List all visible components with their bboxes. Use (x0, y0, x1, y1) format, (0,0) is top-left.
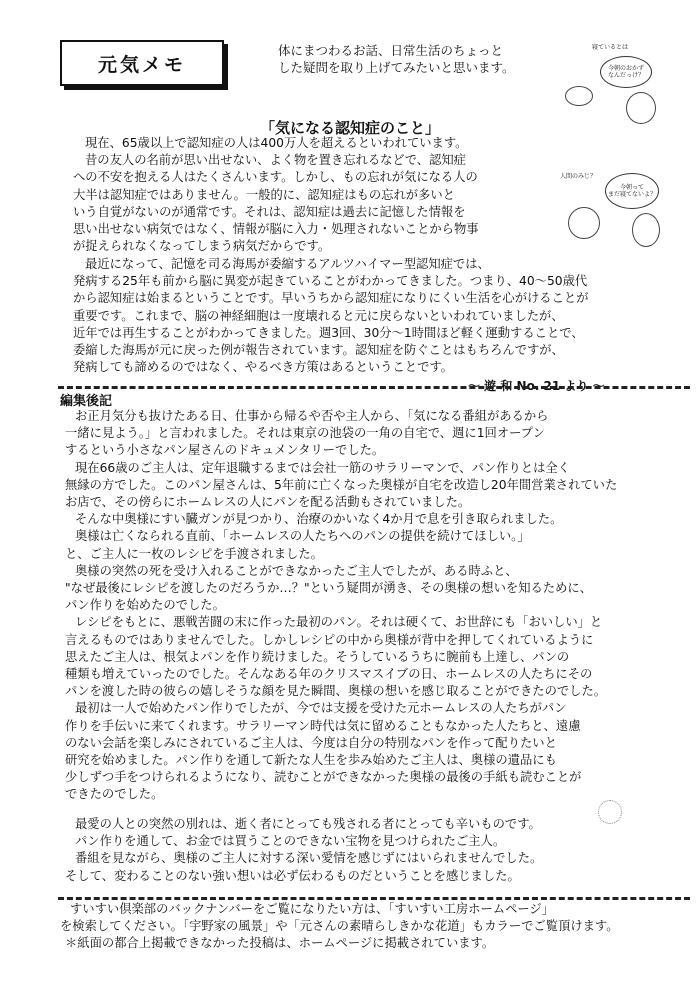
article-line: への不安を抱える人はたくさんいます。しかし、もの忘れが気になる人の (73, 170, 478, 185)
postscript-line: 現在66歳のご主人は、定年退職するまでは会社一筋のサラリーマンで、パン作りとは全く (75, 460, 570, 475)
postscript-line: 奥様は亡くなられる直前、「ホームレスの人たちへのパンの提供を続けてほしい。」 (75, 529, 530, 544)
thought-bubble: 今朝って まだ寝てないよ？ (605, 173, 659, 209)
illustration-forgetful-person (560, 40, 670, 128)
postscript-line: と、ご主人に一枚のレシピを手渡されました。 (65, 546, 323, 561)
article-source: ～ 遊 和 No. 21 より ～ (468, 379, 605, 393)
article-line: 重要です。これまで、脳の神経細胞は一度壊れると元に戻らないといわれていましたが、 (73, 308, 564, 323)
postscript-line: 奥様の突然の死を受け入れることができなかったご主人でしたが、ある時ふと、 (75, 563, 518, 578)
article-line: 近年では再生することがわかってきました。週3回、30分～1時間ほど軽く運動することで、 (73, 325, 584, 340)
footer-divider (58, 897, 690, 900)
closing-line: そして、変わることのない強い想いは必ず伝わるものだということを感じました。 (65, 868, 520, 883)
closing-line: パン作りを通して、お金では買うことのできない宝物を見つけられたご主人。 (75, 834, 506, 849)
postscript-line: お正月気分も抜けたある日、仕事から帰るや否や主人から、「気になる番組があるから (75, 409, 549, 423)
article-line: 昔の友人の名前が思い出せない、よく物を置き忘れるなどで、認知症 (85, 153, 466, 168)
person-face-icon (626, 92, 656, 124)
postscript-line: 種類も増えていったのでした。そんなある年のクリスマスイブの日、ホームレスの人たちにその (65, 667, 593, 682)
thought-bubble: 今朝のおかず なんだっけ？ (600, 56, 652, 88)
person-face-icon (632, 213, 660, 247)
article-line: 発病する25年も前から脳に異変が起きていることがわかってきました。つまり、40～50歳代 (73, 274, 588, 289)
closing-line: 番組を見ながら、奥様のご主人に対する深い愛情を感じずにはいられませんでした。 (75, 851, 543, 866)
postscript-line: お店で、その傍らにホームレスの人にパンを配る活動もされていました。 (65, 495, 471, 510)
memo-title: 元気メモ (97, 53, 186, 76)
article-body-top (73, 135, 479, 255)
postscript-line: するという小さなパン屋さんのドキュメンタリーでした。 (65, 443, 385, 458)
footer-line: を検索してください。「宇野家の風景」や「元さんの素晴らしきかな花道」もカラーでご覧頂けます。 (60, 919, 619, 933)
article-line: 最近になって、記憶を司る海馬が委縮するアルツハイマー型認知症では、 (85, 257, 490, 271)
article-body-bottom (73, 256, 589, 376)
postscript-heading: 編集後記 (60, 394, 113, 409)
postscript-line: 少しずつ手をつけられるようになり、読むことができなかった奥様の最後の手紙も読むことが (65, 770, 582, 785)
footer-line: すいすい倶楽部のバックナンバーをご覧になりたい方は、「すいすい工房ホームページ」 (70, 902, 555, 916)
postscript-line: パンを渡した時の彼らの嬉しそうな顔を見た瞬間、奥様の想いを感じ取ることができたのでした。 (65, 684, 607, 699)
intro-line: した疑問を取り上げてみたいと思います。 (278, 60, 515, 75)
article-title: 「気になる認知症のこと」 (260, 119, 441, 137)
postscript-line: 作りを手伝いに来てくれます。サラリーマン時代は気に留めることもなかった人たちと、遠慮 (65, 718, 581, 733)
intro-line: 体にまつわるお話、日常生活のちょっと (278, 43, 504, 58)
postscript-line: 思えたご主人は、根気よパンを作り続けました。そうしているうちに腕前も上達し、パンの (65, 649, 570, 664)
article-line: 発病しても諦めるのではなく、やるべき方策はあるということです。 (73, 360, 453, 375)
illustration-caption: 寝ているとは (592, 44, 629, 51)
memo-title-box (60, 40, 224, 86)
section-divider (58, 386, 690, 389)
article-line: 大半は認知症ではありません。一般的に、認知症はもの忘れが多いと (73, 187, 455, 202)
postscript-line: レシピをもとに、悪戦苦闘の末に作った最初のパン。それは硬くて、お世辞にも「おいしい」と (75, 615, 603, 630)
postscript-line: 無縁の方でした。このパン屋さんは、5年前に亡くなった奥様が自宅を改造し20年間営業されていた (65, 477, 618, 492)
article-line: 思い出せない病気ではなく、情報が脳に入力・処理されないことから物事 (73, 222, 479, 237)
closing-line: 最愛の人との突然の別れは、逝く者にとっても残される者にとっても辛いものです。 (75, 817, 541, 831)
footer-note (60, 901, 619, 952)
postscript-line: 一緒に見よう。」と言われました。それは東京の池袋の一角の自宅で、週に1回オープン (65, 426, 545, 441)
postscript-line: そんな中奥様にすい臓ガンが見つかり、治療のかいなく4か月で息を引き取られました。 (75, 512, 563, 527)
postscript-line: 研究を始めました。パン作りを通して新たな人生を歩み始めたご主人は、奥様の遺品にも (65, 753, 557, 768)
footer-line: ＊紙面の都合上掲載できなかった投稿は、ホームページに掲載されています。 (65, 936, 495, 950)
person-face-icon (568, 207, 600, 239)
illustration-caption: 人間のみじ？ (560, 173, 597, 180)
flower-icon (598, 800, 622, 824)
illustration-confused-person (560, 163, 670, 253)
article-line: から認知症は始まるということです。早いうちから認知症になりにくい生活を心がけることが (73, 291, 589, 306)
postscript-line: "なぜ最後にレシピを渡したのだろうか…？"という疑問が湧き、その奥様の想いを知るために、 (65, 581, 592, 596)
rice-bowl-icon (565, 86, 593, 106)
intro-text (278, 42, 568, 76)
postscript-line: できたのでした。 (65, 787, 164, 802)
article-line: 委縮した海馬が元に戻った例が報告されています。認知症を防ぐことはもちろんですが、 (73, 343, 564, 358)
article-line: が捉えられなくなってしまう病気だからです。 (73, 239, 331, 254)
postscript-line: 最初は一人で始めたパン作りでしたが、今では支援を受けた元ホームレスの人たちがパン (75, 701, 567, 716)
article-line: 現在、65歳以上で認知症の人は400万人を超えるといわれています。 (85, 136, 468, 150)
postscript-line: パン作りを始めたのでした。 (65, 598, 225, 613)
postscript-body (65, 408, 617, 804)
postscript-line: 言えるものではありませんでした。しかしレシピの中から奥様が背中を押してくれているように (65, 632, 594, 647)
postscript-line: のない会話を楽しみにされているご主人は、今度は自分の特別なパンを作って配りたいと (65, 735, 557, 750)
article-line: いう自覚がないのが通常です。それは、認知症は過去に記憶した情報を (73, 204, 466, 219)
closing-body (65, 816, 542, 885)
